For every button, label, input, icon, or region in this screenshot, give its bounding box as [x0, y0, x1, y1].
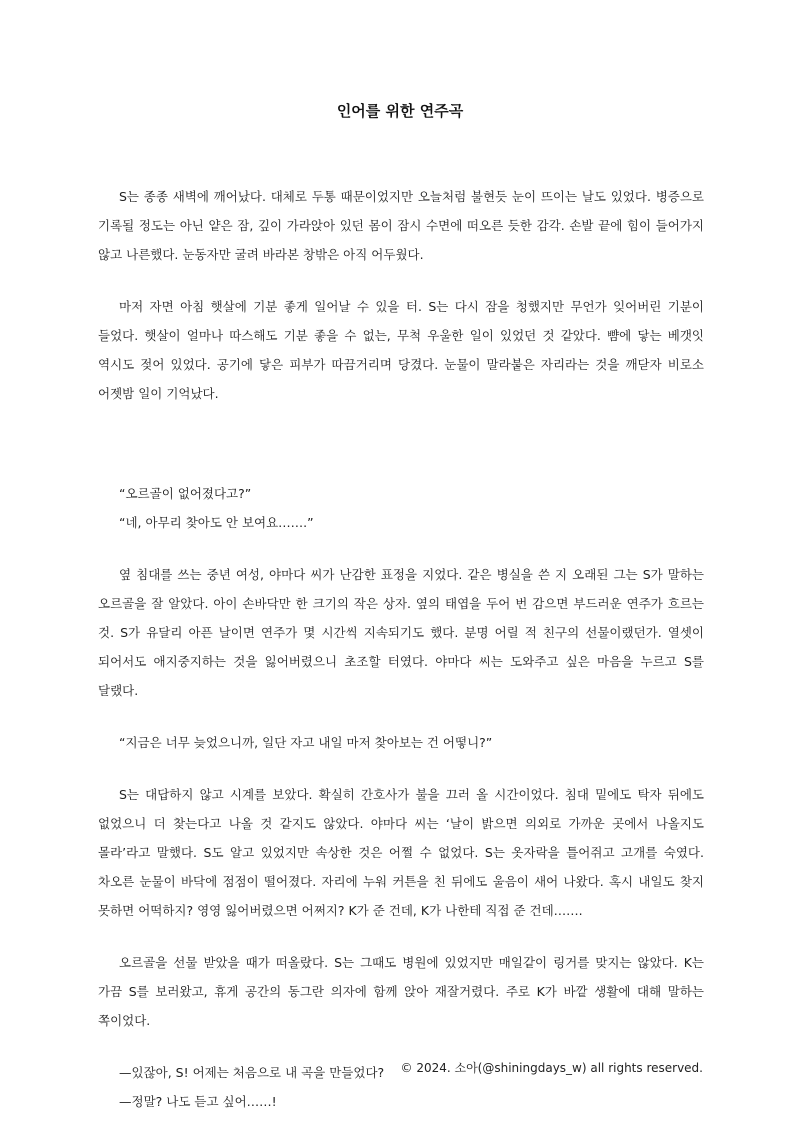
dialog-line-4: —있잖아, S! 어제는 처음으로 내 곡을 만들었다? [119, 1065, 385, 1080]
paragraph-5: 오르골을 선물 받았을 때가 떠올랐다. S는 그때도 병원에 있었지만 매일같이 링거를 맞지는 않았다. K는 가끔 S를 보러왔고, 휴게 공간의 동그란 의자에 함께 앉아 재잘거렸다. 주로 K가 바깥 생활에 대해 말하는 쪽이었다. [98, 955, 704, 1028]
dialog-line-1: “오르골이 없어졌다고?” [119, 486, 252, 501]
paragraph-4: S는 대답하지 않고 시계를 보았다. 확실히 간호사가 불을 끄러 올 시간이었다. 침대 밑에도 탁자 뒤에도 없었으니 더 찾는다고 나올 것 같지도 않았다. 야마다 씨는 ‘날이 밝으면 의외로 가까운 곳에서 나올지도 몰라’라고 말했다. S도 알고 있었지만 속상한 것은 어쩔 수 없었다. S는 옷자락을 틀어쥐고 고개를 숙였다. 차오른 눈물이 바닥에 점점이 떨어졌다. 자리에 누워 커튼을 친 뒤에도 울음이 새어 나왔다. 혹시 내일도 찾지 못하면 어떡하지? 영영 잃어버렸으면 어쩌지? K가 준 건데, K가 나한테 직접 준 건데……. [98, 787, 704, 918]
document-body [98, 182, 704, 1116]
dialog-line-2: “네, 아무리 찾아도 안 보여요…….” [119, 515, 314, 530]
dialog-line-5: —정말? 나도 듣고 싶어……! [119, 1094, 277, 1109]
paragraph-3: 옆 침대를 쓰는 중년 여성, 야마다 씨가 난감한 표정을 지었다. 같은 병실을 쓴 지 오래된 그는 S가 말하는 오르골을 잘 알았다. 아이 손바닥만 한 크기의 작은 상자. 옆의 태엽을 두어 번 감으면 부드러운 연주가 흐르는 것. S가 유달리 아픈 날이면 연주가 몇 시간씩 지속되기도 했다. 분명 어릴 적 친구의 선물이랬던가. 열셋이 되어서도 애지중지하는 것을 잃어버렸으니 초조할 터였다. 야마다 씨는 도와주고 싶은 마음을 누르고 S를 달랬다. [98, 567, 704, 698]
section-spacer [98, 431, 704, 479]
dialog-line-3: “지금은 너무 늦었으니까, 일단 자고 내일 마저 찾아보는 건 어떻니?” [119, 735, 493, 750]
copyright-notice: © 2024. 소아(@shiningdays_w) all rights reserved. [400, 1061, 703, 1075]
paragraph-2: 마저 자면 아침 햇살에 기분 좋게 일어날 수 있을 터. S는 다시 잠을 청했지만 무언가 잊어버린 기분이 들었다. 햇살이 얼마나 따스해도 기분 좋을 수 없는, 무척 우울한 일이 있었던 것 같았다. 뺨에 닿는 베갯잇 역시도 젖어 있었다. 공기에 닿은 피부가 따끔거리며 당겼다. 눈물이 말라붙은 자리라는 것을 깨닫자 비로소 어젯밤 일이 기억났다. [98, 299, 704, 401]
document-title: 인어를 위한 연주곡 [336, 102, 464, 120]
paragraph-1: S는 종종 새벽에 깨어났다. 대체로 두통 때문이었지만 오늘처럼 불현듯 눈이 뜨이는 날도 있었다. 병증으로 기록될 정도는 아닌 얕은 잠, 깊이 가라앉아 있던 몸이 잠시 수면에 떠오른 듯한 감각. 손발 끝에 힘이 들어가지 않고 나른했다. 눈동자만 굴려 바라본 창밖은 아직 어두웠다. [98, 189, 704, 262]
